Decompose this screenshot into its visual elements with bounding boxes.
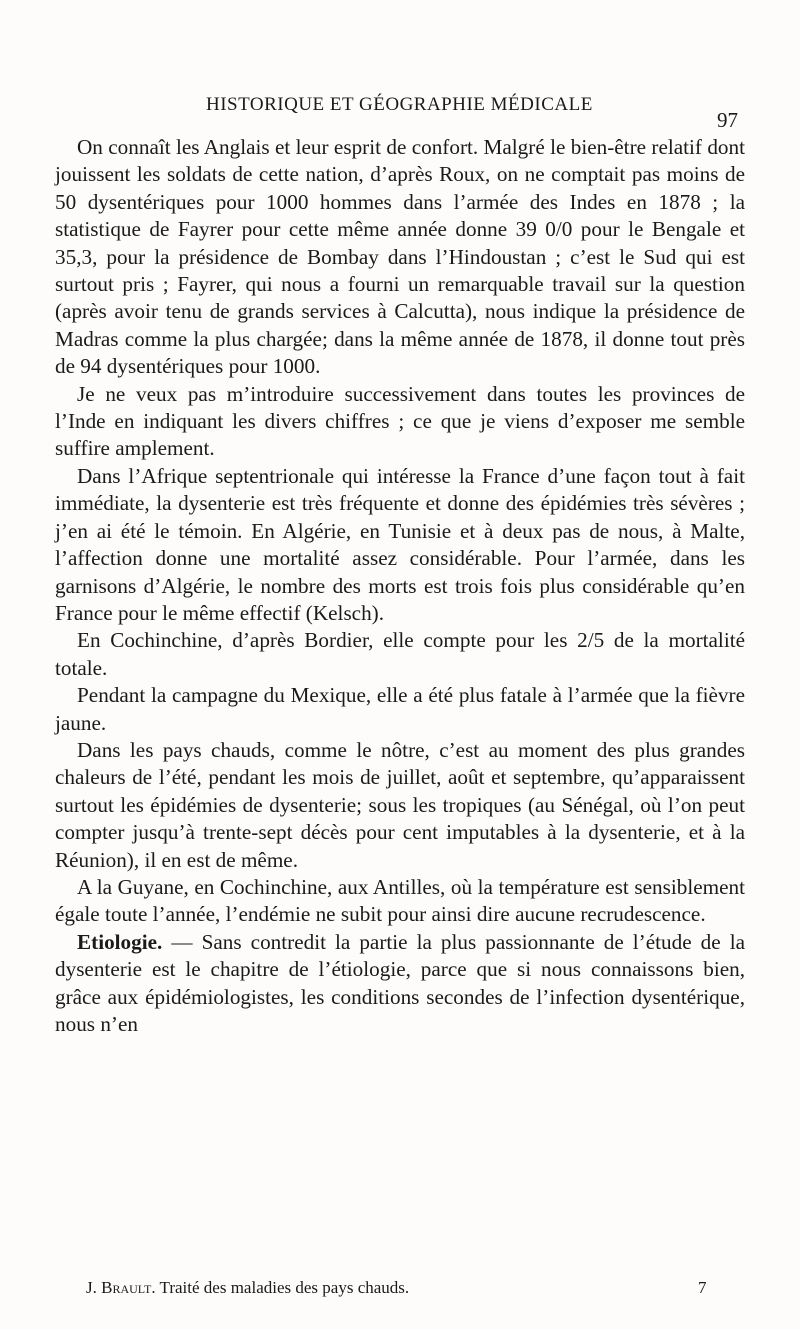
section-heading-etiology: Etiologie. xyxy=(77,929,163,954)
footer-author: J. Brault xyxy=(86,1278,152,1297)
paragraph-mexico: Pendant la campagne du Mexique, elle a été plus fatale à l’armée que la fièvre jaune. xyxy=(55,683,745,735)
page-number: 97 xyxy=(717,108,738,132)
footer-book-title: . Traité des maladies des pays chauds. xyxy=(151,1278,410,1297)
paragraph-india: On connaît les Anglais et leur esprit de confort. Malgré le bien-être relatif dont jouissent les soldats de cette nation, d’après Roux, on ne comptait pas moins de 50 dysentériques pour 1000 hommes dans l’armée des Indes en 1878 ; la statistique de Fayrer pour cette même année donne 39 0/0 pour le Bengale et 35,3, pour la présidence de Bombay dans l’Hindoustan ; c’est le Sud qui est surtout pris ; Fayrer, qui nous a fourni un remarquable travail sur la question (après avoir tenu de grands services à Calcutta), nous indique la présidence de Madras comme la plus chargée; dans la même année de 1878, il donne tout près de 94 dysentériques pour 1000. xyxy=(55,135,745,379)
paragraph-guyana: A la Guyane, en Cochinchine, aux Antilles, où la température est sensiblement égale toute l’année, l’endémie ne subit pour ainsi dire aucune recrudescence. xyxy=(55,874,745,927)
paragraph-provinces: Je ne veux pas m’introduire successivement dans toutes les provinces de l’Inde en indiquant les divers chiffres ; ce que je viens d’exposer me semble suffire amplement. xyxy=(55,381,745,461)
etiology-text: — Sans contredit la partie la plus passionnante de l’étude de la dysenterie est le chapitre de l’étiologie, parce que si nous connaissons bien, grâce aux épidémiologistes, les conditions secondes de l’infection dysentérique, nous n’en xyxy=(55,929,745,1036)
paragraph-etiology xyxy=(55,929,745,1039)
paragraph-cochinchina: En Cochinchine, d’après Bordier, elle compte pour les 2/5 de la mortalité totale. xyxy=(55,628,745,680)
footer-signature-line xyxy=(86,1278,716,1298)
paragraph-north-africa: Dans l’Afrique septentrionale qui intéresse la France d’une façon tout à fait immédiate, la dysenterie est très fréquente et donne des épidémies très sévères ; j’en ai été le témoin. En Algérie, en Tunisie et à deux pas de nous, à Malte, l’affection donne une mortalité assez considérable. Pour l’armée, dans les garnisons d’Algérie, le nombre des morts est trois fois plus considérable qu’en France pour le même effectif (Kelsch). xyxy=(55,463,745,625)
running-title: HISTORIQUE ET GÉOGRAPHIE MÉDICALE xyxy=(206,94,593,115)
signature-mark: 7 xyxy=(698,1278,707,1297)
paragraph-hot-countries: Dans les pays chauds, comme le nôtre, c’est au moment des plus grandes chaleurs de l’été, pendant les mois de juillet, août et septembre, qu’apparaissent surtout les épidémies de dysenterie; sous les tropiques (au Sénégal, où l’on peut compter jusqu’à trente-sept décès pour cent imputables à la dysenterie, et à la Réunion), il en est de même. xyxy=(55,737,745,872)
body-text xyxy=(55,134,745,1038)
